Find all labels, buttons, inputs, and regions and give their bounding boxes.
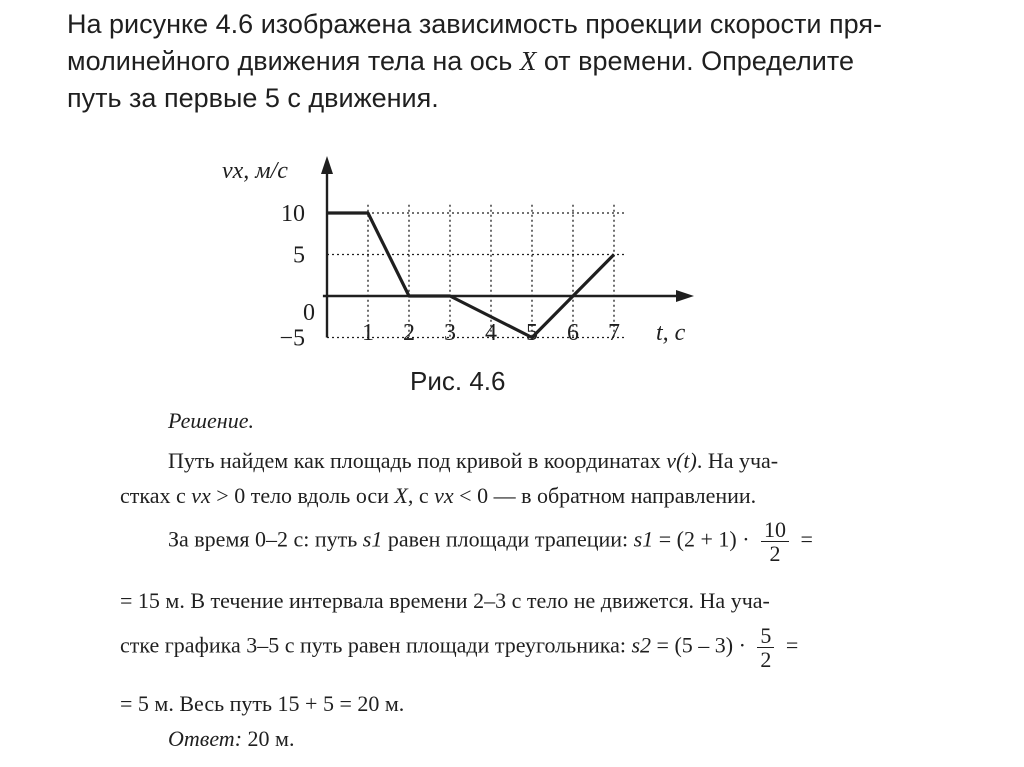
x-tick-label: 7	[608, 320, 620, 346]
answer-label: Ответ:	[168, 726, 243, 751]
s1-symbol: s1	[362, 526, 383, 552]
v-of-t: v(t)	[666, 448, 697, 473]
vx-symbol: vx	[434, 483, 454, 508]
y-tick-label: 10	[281, 201, 305, 227]
answer-line	[168, 726, 294, 752]
y-axis-label: vx, м/с	[222, 158, 288, 184]
x-axis-arrow	[676, 290, 694, 302]
fraction-10-over-2: $\frac{10}{2}$	[761, 518, 789, 565]
y-tick-label: 5	[293, 242, 305, 269]
velocity-time-chart	[210, 140, 710, 365]
solution-paragraph-1: Путь найдем как площадь под кривой в координатах v(t). На уча-	[168, 448, 779, 473]
fraction-5-over-2: $\frac{5}{2}$	[757, 624, 774, 671]
x-axis-label: t, с	[656, 320, 686, 346]
y-tick-label: −5	[279, 325, 305, 352]
x-tick-label: 6	[567, 320, 579, 346]
x-tick-label: 3	[444, 320, 456, 346]
vx-symbol: vx	[191, 483, 211, 508]
axis-x-symbol: X	[394, 483, 408, 508]
x-tick-label: 4	[485, 320, 497, 346]
problem-line-2: молинейного движения тела на ось X от времени. Определите	[67, 46, 854, 76]
s1-symbol: s1	[633, 526, 654, 552]
solution-paragraph-5: стке графика 3–5 с путь равен площади треугольника: s2 = (5 – 3) · $\frac{5}{2}$ =	[120, 623, 799, 673]
solution-paragraph-2: стках с vx > 0 тело вдоль оси X, с vx < 0 — в обратном направлении.	[120, 483, 757, 508]
problem-line-3: путь за первые 5 с движения.	[67, 83, 439, 113]
solution-paragraph-6: = 5 м. Весь путь 15 + 5 = 20 м.	[120, 691, 405, 716]
solution-paragraph-3: За время 0–2 с: путь s1 равен площади трапеции: s1 = (2 + 1) · $\frac{10}{2}$ =	[168, 517, 813, 567]
answer-value: 20 м.	[242, 726, 295, 751]
x-tick-label: 5	[526, 320, 538, 346]
problem-line-1: На рисунке 4.6 изображена зависимость проекции скорости пря-	[67, 9, 882, 39]
figure-caption: Рис. 4.6	[410, 366, 506, 396]
solution-paragraph-4: = 15 м. В течение интервала времени 2–3 с тело не движется. На уча-	[120, 588, 770, 613]
s2-symbol: s2	[631, 632, 652, 658]
problem-statement	[67, 6, 947, 117]
x-tick-label: 1	[362, 320, 374, 346]
y-axis-arrow	[321, 156, 333, 174]
axis-variable-x: X	[519, 46, 537, 76]
x-tick-label: 2	[403, 320, 415, 346]
y-tick-label: 0	[303, 300, 315, 326]
velocity-series-line	[327, 213, 614, 338]
solution-heading: Решение.	[168, 408, 254, 433]
